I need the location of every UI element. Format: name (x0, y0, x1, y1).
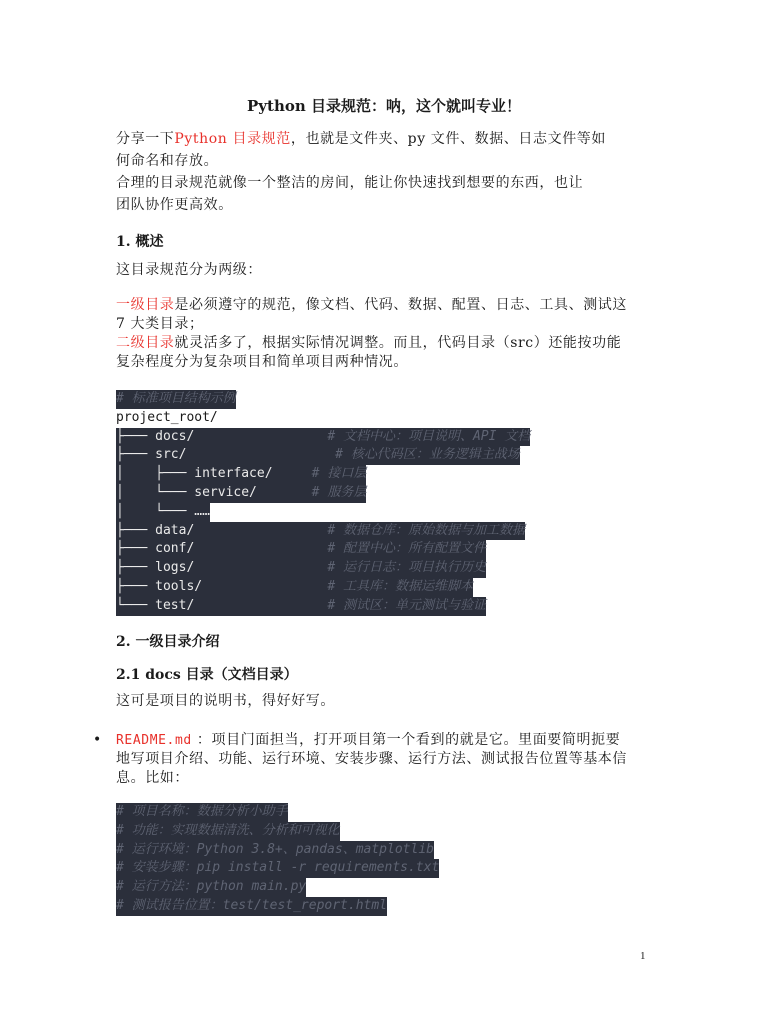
section-heading-overview: 1. 概述 (116, 234, 164, 250)
level2-label: 二级目录 (116, 335, 175, 351)
code-line: ├─── tools/ # 工具库：数据运维脚本 (116, 578, 530, 597)
code-line: # 测试报告位置：test/test_report.html (116, 897, 439, 916)
code-line: │ ├─── interface/ # 接口层 (116, 465, 530, 484)
code-line: # 运行环境：Python 3.8+、pandas、matplotlib (116, 841, 439, 860)
code-line: ├─── data/ # 数据仓库：原始数据与加工数据 (116, 522, 530, 541)
code-line: ├─── logs/ # 运行日志：项目执行历史 (116, 559, 530, 578)
code-line: # 功能：实现数据清洗、分析和可视化 (116, 822, 439, 841)
level1-label: 一级目录 (116, 297, 175, 313)
readme-file-name: README.md (116, 733, 192, 748)
section-heading-level1-dirs: 2. 一级目录介绍 (116, 634, 220, 650)
page-title: Python 目录规范：呐，这个就叫专业！ (247, 97, 521, 115)
page-number: 1 (640, 950, 646, 962)
code-line: project_root/ (116, 409, 530, 428)
code-line: ├─── src/ # 核心代码区：业务逻辑主战场 (116, 446, 530, 465)
readme-example-code-block (116, 803, 439, 916)
level-definitions: 一级目录是必须遵守的规范，像文档、代码、数据、配置、日志、工具、测试这 7 大类目录； 二级目录就灵活多了，根据实际情况调整。而且，代码目录（src）还能按功能 复杂程度分为复杂项目和简单项目两种情况。 (116, 297, 628, 370)
overview-intro: 这目录规范分为两级： (116, 262, 262, 278)
code-line: ├─── conf/ # 配置中心：所有配置文件 (116, 540, 530, 559)
readme-bullet-text: README.md ：项目门面担当，打开项目第一个看到的就是它。里面要简明扼要 地写项目介绍、功能、运行环境、安装步骤、运行方法、测试报告位置等基本信 息。比如： (116, 732, 627, 786)
code-line: └─── test/ # 测试区：单元测试与验证 (116, 597, 530, 616)
code-line: # 运行方法：python main.py (116, 878, 439, 897)
python-dir-spec-highlight: Python 目录规范 (174, 131, 291, 147)
docs-intro: 这可是项目的说明书，得好好写。 (116, 693, 335, 709)
code-line: # 标准项目结构示例 (116, 390, 530, 409)
code-line: ├─── docs/ # 文档中心：项目说明、API 文档 (116, 428, 530, 447)
subsection-heading-docs: 2.1 docs 目录（文档目录） (116, 667, 298, 683)
intro-paragraph: 分享一下Python 目录规范，也就是文件夹、py 文件、数据、日志文件等如 何命名和存放。 合理的目录规范就像一个整洁的房间，能让你快速找到想要的东西，也让 团队协作更高效。 (116, 131, 606, 213)
bullet-dot: • (93, 732, 102, 748)
code-line: # 安装步骤：pip install -r requirements.txt (116, 859, 439, 878)
code-line: │ └─── …… (116, 503, 530, 522)
code-line: # 项目名称：数据分析小助手 (116, 803, 439, 822)
code-line: │ └─── service/ # 服务层 (116, 484, 530, 503)
project-structure-code-block (116, 390, 530, 616)
